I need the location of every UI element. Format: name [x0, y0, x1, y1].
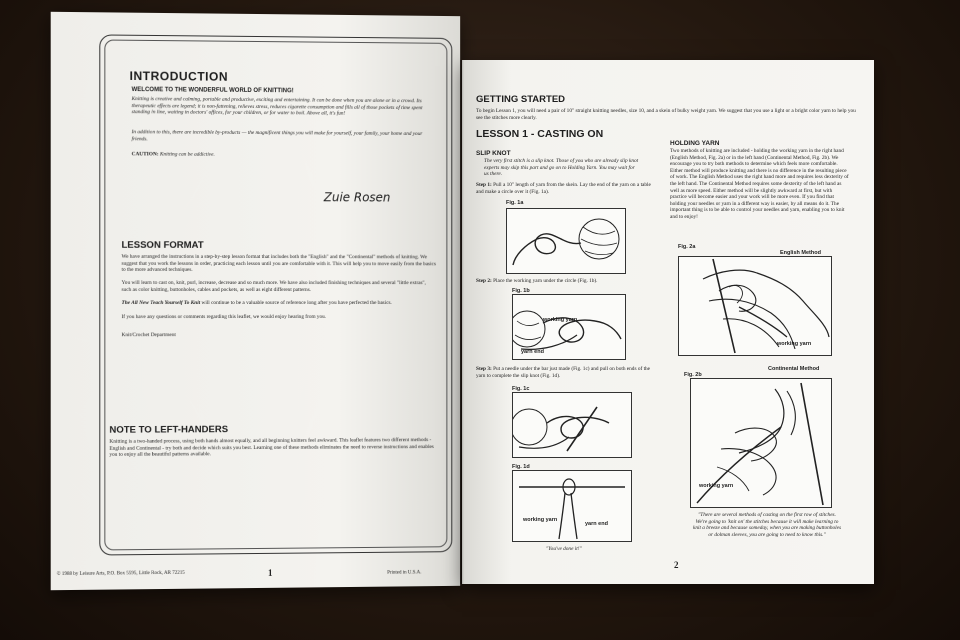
caution-text: Knitting can be addictive.: [159, 151, 215, 158]
getting-started-paragraph: To begin Lesson 1, you will need a pair of 10" straight knitting needles, size 10, and a skein of bulky weight yarn. We suggest that you use a light or a bright color yarn to help you see the stitches more clearly.: [476, 108, 856, 121]
fig-1c-illustration: [512, 392, 632, 458]
fig-1b-illustration: [512, 294, 626, 360]
lesson-format-paragraph-2: You will learn to cast on, knit, purl, increase, decrease and so much more. We have also included finishing techniques and several "little extras", such as color knitting, buttonholes, cables and pockets, as well as eight different patterns.: [121, 279, 426, 293]
english-method-label: English Method: [780, 250, 821, 256]
yarn-circle-illustration: [507, 209, 625, 273]
caution-label: CAUTION:: [131, 151, 159, 158]
lesson-format-paragraph-3: The All New Teach Yourself To Knit will continue to be a valuable source of reference long after you have perfected the basics.: [121, 299, 392, 307]
continental-method-label: Continental Method: [768, 366, 820, 372]
needle-under-bar-illustration: [513, 393, 631, 457]
done-caption: "You've done it!": [546, 546, 582, 552]
left-handers-heading: NOTE TO LEFT-HANDERS: [109, 424, 229, 436]
fig-1b-yarn-end-label: yarn end: [521, 349, 544, 355]
fig-2b-working-yarn-label: working yarn: [699, 483, 734, 489]
slip-knot-intro: The very first stitch is a slip knot. Those of you who are already slip knot experts may skip this part and go on to Holding Yarn. You may wait for us there.: [484, 158, 639, 178]
holding-yarn-paragraph: Two methods of knitting are included - holding the working yarn in the right hand (English Method, Fig. 2a) or in the left hand (Continental Method, Fig. 2b). We encourage you to try both methods to determine which feels more comfortable. Either method will produce knitting and there is no difference in the resulting piece of work. The English Method uses the right hand more and requires less dexterity of the left hand. The Continental Method requires some dexterity of the left hand as well as more speed. Either method will be slightly awkward at first, but with practice will become easier and your work will be more even. If you find that holding your needles or yarn in a different way is easier, by all means do it. The important thing is to be able to control your needles and yarn, enabling you to knit and to enjoy!: [670, 148, 849, 220]
casting-on-quote: "There are several methods of casting on the first row of stitches. We're going to 'knit on' the stitches because it will make learning to knit a breeze and because someday, when you are making buttonholes or dolman sleeves, you are going to need to know this.": [692, 512, 842, 538]
fig-1d-label: Fig. 1d: [512, 464, 530, 470]
fig-1b-working-yarn-label: working yarn: [543, 317, 578, 323]
book-title: The All New Teach Yourself To Knit: [121, 299, 201, 307]
step-3: Step 3: Put a needle under the bar just made (Fig. 1c) and pull on both ends of the yarn to complete the slip knot (Fig. 1d).: [476, 366, 651, 379]
fig-1d-illustration: [512, 470, 632, 542]
step-1: Step 1: Pull a 10" length of yarn from the skein. Lay the end of the yarn on a table and make a circle over it (Fig. 1a).: [476, 182, 651, 195]
introduction-subheading: WELCOME TO THE WONDERFUL WORLD OF KNITTING!: [131, 87, 294, 95]
step-2: Step 2: Place the working yarn under the circle (Fig. 1b).: [476, 278, 598, 284]
left-page: [51, 12, 460, 590]
page-number-1: 1: [267, 567, 273, 578]
holding-yarn-heading: HOLDING YARN: [670, 140, 720, 147]
lesson-format-paragraph-4: If you have any questions or comments regarding this leaflet, we would enjoy hearing from you.: [121, 313, 327, 321]
introduction-paragraph: Knitting is creative and calming, portable and productive, exciting and entertaining. It can be done when you are alone or in a crowd. Its therapeutic effects are legend; it is non-fattening, relieves stress, reduces cigarette consumption and fills all of those pockets of time spent standing in line, waiting in doctors' offices, for your children, or for water to boil. Above all, it's fun!: [131, 96, 423, 117]
fig-1d-yarn-end-label: yarn end: [585, 521, 608, 527]
right-page: [462, 60, 874, 584]
left-handers-paragraph: Knitting is a two-handed process, using both hands almost equally, and all beginning knitters feel awkward. This leaflet features two different methods - English and Continental - try both and decide which suits you best. Learning one of these methods eliminates the need to reverse instructions and enables you to enjoy all the beautiful patterns available.: [109, 437, 434, 459]
lesson-format-heading: LESSON FORMAT: [121, 239, 204, 251]
completed-slip-knot-illustration: [513, 471, 631, 541]
fig-1a-label: Fig. 1a: [506, 200, 524, 206]
fig-1b-label: Fig. 1b: [512, 288, 530, 294]
fig-2b-label: Fig. 2b: [684, 372, 702, 378]
fig-1d-working-yarn-label: working yarn: [523, 517, 558, 523]
fig-2a-illustration: [678, 256, 832, 356]
fig-1c-label: Fig. 1c: [512, 386, 530, 392]
department-line: Knit/Crochet Department: [121, 332, 176, 339]
page-number-2: 2: [674, 560, 679, 570]
author-signature: Zuie Rosen: [323, 190, 391, 205]
introduction-paragraph-2: In addition to this, there are incredible by-products — the magnificent things you will make for yourself, your family, your home and your friends.: [131, 129, 423, 142]
fig-2a-working-yarn-label: working yarn: [777, 341, 812, 347]
slip-knot-heading: SLIP KNOT: [476, 150, 511, 157]
copyright-footer: © 1988 by Leisure Arts, P.O. Box 5595, Little Rock, AR 72215: [56, 570, 185, 578]
lesson-format-paragraph-1: We have arranged the instructions in a step-by-step lesson format that includes both the "English" and the "Continental" methods of knitting. We suggest that you work the lessons in order, practicing each lesson until you are comfortable with it. This will help you to move easily from the basics to the more advanced techniques.: [121, 253, 436, 274]
lesson-1-heading: LESSON 1 - CASTING ON: [476, 128, 604, 140]
introduction-heading: INTRODUCTION: [129, 68, 229, 84]
book-spine-shadow: [460, 60, 464, 584]
fig-2a-label: Fig. 2a: [678, 244, 696, 250]
printed-in-footer: Printed in U.S.A.: [387, 570, 422, 576]
fig-1a-illustration: [506, 208, 626, 274]
fig-2b-illustration: [690, 378, 832, 508]
getting-started-heading: GETTING STARTED: [476, 94, 566, 105]
